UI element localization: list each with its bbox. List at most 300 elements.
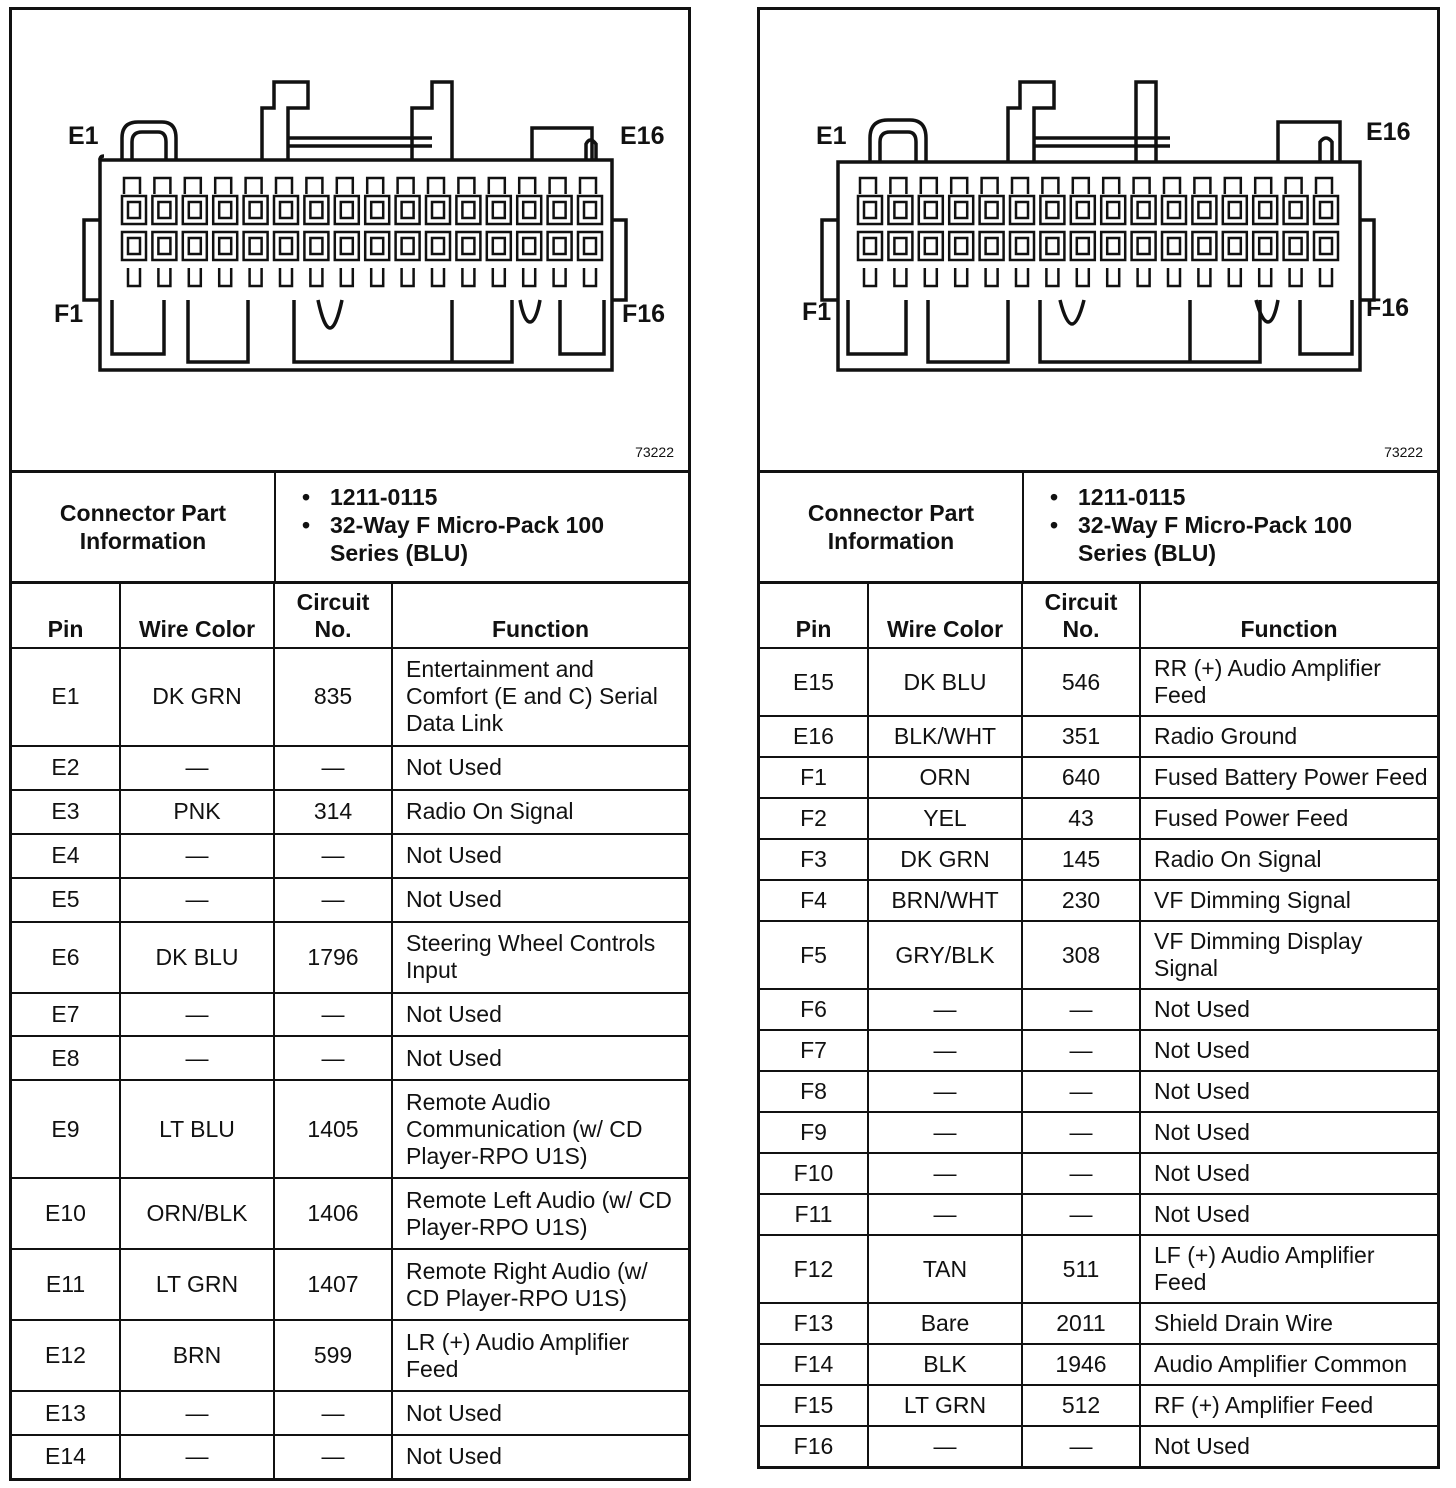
circuit-cell: — (1022, 1153, 1140, 1194)
pin-cavity-e-inner (925, 202, 937, 218)
table-row (12, 1435, 688, 1478)
pin-cavity-f (213, 232, 237, 260)
pin-label-e16: E16 (1366, 118, 1411, 146)
pin-slot (280, 268, 292, 286)
pin-cavity-e (213, 196, 237, 224)
circuit-cell: 511 (1022, 1235, 1140, 1303)
pin-slot (1259, 268, 1271, 286)
pin-cavity-e (1223, 196, 1247, 224)
wire-color-cell: — (868, 1194, 1022, 1235)
pin-cavity-e-inner (1077, 202, 1089, 218)
pin-cavity-f (1162, 232, 1186, 260)
pin-slot (1168, 268, 1180, 286)
table-row (12, 648, 688, 746)
pin-latch (246, 178, 262, 194)
pin-cavity-e-inner (1138, 202, 1150, 218)
pin-cavity-f-inner (1229, 238, 1241, 254)
pin-cavity-f-inner (955, 238, 967, 254)
wire-color-cell: — (120, 1435, 274, 1478)
table-row (760, 648, 1437, 716)
pin-cell: F8 (760, 1071, 868, 1112)
pin-cavity-f-inner (894, 238, 906, 254)
pin-cavity-f (244, 232, 268, 260)
pin-latch (982, 178, 998, 194)
pin-cavity-f (949, 232, 973, 260)
wire-color-cell: — (120, 746, 274, 790)
pin-cavity-e (487, 196, 511, 224)
wire-color-cell: TAN (868, 1235, 1022, 1303)
pin-cavity-e-inner (1229, 202, 1241, 218)
circuit-cell: 512 (1022, 1385, 1140, 1426)
pin-latch (1316, 178, 1332, 194)
pin-cavity-e-inner (584, 202, 596, 218)
table-row (760, 880, 1437, 921)
pin-cavity-f-inner (158, 238, 170, 254)
pin-slot (1198, 268, 1210, 286)
pin-latch (428, 178, 444, 194)
connector-panel-right (757, 7, 1440, 1469)
circuit-cell: 640 (1022, 757, 1140, 798)
pin-cell: E8 (12, 1036, 120, 1080)
pin-slot (955, 268, 967, 286)
function-cell: Not Used (1140, 989, 1437, 1030)
pin-latch (519, 178, 535, 194)
pin-cell: E16 (760, 716, 868, 757)
pin-cell: E2 (12, 746, 120, 790)
pin-cavity-f-inner (1198, 238, 1210, 254)
pin-cavity-f-inner (341, 238, 353, 254)
header-circuit-line: Circuit (1044, 589, 1118, 615)
pin-cavity-e-inner (219, 202, 231, 218)
wire-color-cell: — (120, 1036, 274, 1080)
circuit-cell: — (274, 993, 392, 1037)
pin-latch (1164, 178, 1180, 194)
table-row (12, 790, 688, 834)
pin-cavity-f-inner (1107, 238, 1119, 254)
wire-color-cell: BLK/WHT (868, 716, 1022, 757)
pin-label-e16: E16 (620, 122, 665, 150)
part-info-list (302, 483, 678, 567)
pin-table (12, 581, 688, 1478)
circuit-cell: — (274, 1391, 392, 1435)
pin-cavity-e (1162, 196, 1186, 224)
pin-cavity-f (517, 232, 541, 260)
pin-cavity-f (1223, 232, 1247, 260)
pin-cell: E9 (12, 1080, 120, 1178)
pin-cavity-f (365, 232, 389, 260)
pin-cavity-e-inner (1046, 202, 1058, 218)
pin-cavity-f-inner (1168, 238, 1180, 254)
pin-cavity-e (888, 196, 912, 224)
circuit-cell: — (1022, 1030, 1140, 1071)
pin-cavity-f-inner (219, 238, 231, 254)
pin-cavity-f (1132, 232, 1156, 260)
pin-slot (341, 268, 353, 286)
pin-cavity-e-inner (864, 202, 876, 218)
table-row (760, 921, 1437, 989)
pin-cavity-f (1314, 232, 1338, 260)
pin-cavity-e (426, 196, 450, 224)
pin-cell: F6 (760, 989, 868, 1030)
pin-latch (550, 178, 566, 194)
circuit-cell: 546 (1022, 648, 1140, 716)
table-row (12, 834, 688, 878)
pin-cavity-f (578, 232, 602, 260)
wire-color-cell: — (120, 1391, 274, 1435)
pin-cavity-e-inner (1290, 202, 1302, 218)
pin-cell: E5 (12, 878, 120, 922)
pin-cavity-f (858, 232, 882, 260)
function-cell: Audio Amplifier Common (1140, 1344, 1437, 1385)
pin-cell: E13 (12, 1391, 120, 1435)
pin-cavity-e (517, 196, 541, 224)
header-circuit-line: No. (314, 616, 352, 642)
connector-panel-left (9, 7, 691, 1481)
circuit-cell: — (274, 1435, 392, 1478)
part-info-label (12, 473, 276, 581)
circuit-cell: — (274, 1036, 392, 1080)
table-row (760, 1235, 1437, 1303)
circuit-cell: 835 (274, 648, 392, 746)
pin-label-f1: F1 (802, 298, 832, 326)
pin-slot (128, 268, 140, 286)
part-info-label-line: Connector Part (807, 500, 975, 526)
pin-cell: F12 (760, 1235, 868, 1303)
pin-cell: F10 (760, 1153, 868, 1194)
pin-latch (1042, 178, 1058, 194)
pin-cell: F1 (760, 757, 868, 798)
pin-cavity-f (456, 232, 480, 260)
pin-slot (462, 268, 474, 286)
function-cell: Fused Battery Power Feed (1140, 757, 1437, 798)
pin-cavity-f (426, 232, 450, 260)
header-function: Function (1140, 582, 1437, 648)
pin-cavity-f (980, 232, 1004, 260)
table-row (760, 1112, 1437, 1153)
pin-latch (458, 178, 474, 194)
pin-cavity-f (1010, 232, 1034, 260)
pin-latch (215, 178, 231, 194)
function-cell: LF (+) Audio Amplifier Feed (1140, 1235, 1437, 1303)
wire-color-cell: ORN/BLK (120, 1178, 274, 1249)
wire-color-cell: ORN (868, 757, 1022, 798)
pin-cell: F11 (760, 1194, 868, 1235)
pin-latch (921, 178, 937, 194)
pin-cavity-e-inner (310, 202, 322, 218)
table-row (760, 1344, 1437, 1385)
pin-cell: E1 (12, 648, 120, 746)
pin-latch (860, 178, 876, 194)
connector-part-information (760, 473, 1437, 584)
pin-cavity-e-inner (955, 202, 967, 218)
pin-latch (951, 178, 967, 194)
pin-latch (1103, 178, 1119, 194)
pin-latch (1286, 178, 1302, 194)
pin-latch (124, 178, 140, 194)
pin-slot (1290, 268, 1302, 286)
pin-latch (1073, 178, 1089, 194)
pin-cavity-f (396, 232, 420, 260)
header-circuit-line: No. (1062, 616, 1100, 642)
wire-color-cell: DK BLU (868, 648, 1022, 716)
circuit-cell: 145 (1022, 839, 1140, 880)
pin-slot (894, 268, 906, 286)
pin-cavity-e (1101, 196, 1125, 224)
pin-cell: F5 (760, 921, 868, 989)
pin-rows (12, 648, 688, 1478)
pin-slot (986, 268, 998, 286)
table-row (12, 993, 688, 1037)
pin-cell: F7 (760, 1030, 868, 1071)
pin-cavity-e (578, 196, 602, 224)
pin-slot (250, 268, 262, 286)
part-number: • 1211-0115 (1050, 483, 1427, 511)
table-row (760, 839, 1437, 880)
pin-cavity-e (365, 196, 389, 224)
pin-cell: F16 (760, 1426, 868, 1466)
pin-cavity-f-inner (986, 238, 998, 254)
function-cell: Not Used (1140, 1071, 1437, 1112)
table-row (760, 1303, 1437, 1344)
circuit-cell: — (1022, 989, 1140, 1030)
pin-cavity-e-inner (280, 202, 292, 218)
pin-latch (337, 178, 353, 194)
pin-cell: E4 (12, 834, 120, 878)
pin-cavity-e (1040, 196, 1064, 224)
table-row (760, 1426, 1437, 1466)
table-row (12, 1391, 688, 1435)
pin-slot (584, 268, 596, 286)
circuit-cell: 1946 (1022, 1344, 1140, 1385)
pin-rows (760, 648, 1437, 1466)
connector-diagram (760, 10, 1437, 473)
pin-label-e1: E1 (68, 122, 99, 150)
function-cell: Fused Power Feed (1140, 798, 1437, 839)
pin-cavity-f (335, 232, 359, 260)
pin-cavity-e (919, 196, 943, 224)
function-cell: LR (+) Audio Amplifier Feed (392, 1320, 688, 1391)
function-cell: Not Used (1140, 1194, 1437, 1235)
pin-cavity-f (1101, 232, 1125, 260)
pin-slot (1016, 268, 1028, 286)
pin-latch (276, 178, 292, 194)
pin-slot (1046, 268, 1058, 286)
table-row (12, 1080, 688, 1178)
pin-table (760, 581, 1437, 1466)
pin-cell: F13 (760, 1303, 868, 1344)
pin-slot (189, 268, 201, 286)
pin-cavity-e (1314, 196, 1338, 224)
pin-cell: F2 (760, 798, 868, 839)
figure-number: 73222 (635, 444, 674, 460)
wire-color-cell: — (868, 1112, 1022, 1153)
circuit-cell: — (1022, 1426, 1140, 1466)
connector-description: • 32-Way F Micro-Pack 100 Series (BLU) (302, 511, 678, 567)
pin-cell: E10 (12, 1178, 120, 1249)
pin-cavity-f-inner (280, 238, 292, 254)
pin-cavity-e-inner (341, 202, 353, 218)
pin-cavity-f (304, 232, 328, 260)
table-row (760, 1071, 1437, 1112)
pin-cavity-e (1132, 196, 1156, 224)
circuit-cell: 351 (1022, 716, 1140, 757)
pin-cell: E12 (12, 1320, 120, 1391)
circuit-cell: 1407 (274, 1249, 392, 1320)
pin-slot (864, 268, 876, 286)
table-row (12, 1178, 688, 1249)
pin-cavity-e-inner (402, 202, 414, 218)
function-cell: Not Used (392, 878, 688, 922)
pin-cavity-f-inner (523, 238, 535, 254)
pin-cavity-f-inner (584, 238, 596, 254)
pin-cell: F14 (760, 1344, 868, 1385)
header-circuit-no (274, 582, 392, 648)
figure-number: 73222 (1384, 444, 1423, 460)
function-cell: Not Used (1140, 1112, 1437, 1153)
pin-cavity-e (1192, 196, 1216, 224)
circuit-cell: 314 (274, 790, 392, 834)
part-number: • 1211-0115 (302, 483, 678, 511)
pin-cell: E6 (12, 922, 120, 993)
pin-slot (493, 268, 505, 286)
function-cell: Not Used (392, 746, 688, 790)
table-row (12, 922, 688, 993)
table-row (760, 1153, 1437, 1194)
pin-cavity-e (304, 196, 328, 224)
function-cell: Remote Audio Communication (w/ CD Player-RPO U1S) (392, 1080, 688, 1178)
function-cell: Remote Left Audio (w/ CD Player-RPO U1S) (392, 1178, 688, 1249)
connector-face-drawing (760, 10, 1437, 470)
connector-face-drawing (12, 10, 688, 470)
wire-color-cell: — (120, 993, 274, 1037)
function-cell: Not Used (392, 1435, 688, 1478)
pin-latch (580, 178, 596, 194)
pin-cavity-e-inner (1320, 202, 1332, 218)
pin-cavity-e-inner (1198, 202, 1210, 218)
circuit-cell: 1405 (274, 1080, 392, 1178)
part-info-label (760, 473, 1024, 581)
pin-cavity-e (949, 196, 973, 224)
function-cell: Not Used (392, 1036, 688, 1080)
table-row (760, 1194, 1437, 1235)
wire-color-cell: LT BLU (120, 1080, 274, 1178)
pin-cavity-e (1284, 196, 1308, 224)
pin-cavity-e-inner (371, 202, 383, 218)
pin-cell: E14 (12, 1435, 120, 1478)
function-cell: RR (+) Audio Amplifier Feed (1140, 648, 1437, 716)
pin-latch (489, 178, 505, 194)
pin-cavity-e (548, 196, 572, 224)
pin-slot (554, 268, 566, 286)
pin-cavity-f-inner (371, 238, 383, 254)
pin-slot (432, 268, 444, 286)
table-row (12, 746, 688, 790)
pin-cavity-e (858, 196, 882, 224)
wire-color-cell: — (868, 989, 1022, 1030)
pin-slot (925, 268, 937, 286)
pin-cavity-f-inner (128, 238, 140, 254)
pin-slot (402, 268, 414, 286)
table-row (760, 757, 1437, 798)
pin-cavity-e-inner (1016, 202, 1028, 218)
pin-cell: F4 (760, 880, 868, 921)
pin-cell: E15 (760, 648, 868, 716)
pin-latch (1194, 178, 1210, 194)
pin-cavity-f-inner (1320, 238, 1332, 254)
pin-cavity-e (183, 196, 207, 224)
pin-cavity-e-inner (554, 202, 566, 218)
pin-cavity-e-inner (986, 202, 998, 218)
pin-cavity-f-inner (402, 238, 414, 254)
pin-cavity-e-inner (1107, 202, 1119, 218)
function-cell: Remote Right Audio (w/ CD Player-RPO U1S) (392, 1249, 688, 1320)
wire-color-cell: LT GRN (868, 1385, 1022, 1426)
function-cell: Not Used (392, 993, 688, 1037)
pin-slot (371, 268, 383, 286)
circuit-cell: — (1022, 1112, 1140, 1153)
pin-latch (1225, 178, 1241, 194)
part-info-label-line: Information (827, 528, 955, 554)
function-cell: Radio On Signal (1140, 839, 1437, 880)
circuit-cell: 1796 (274, 922, 392, 993)
pin-slot (1229, 268, 1241, 286)
wire-color-cell: DK GRN (120, 648, 274, 746)
circuit-cell: — (1022, 1194, 1140, 1235)
pin-cavity-f (548, 232, 572, 260)
pin-cavity-f-inner (864, 238, 876, 254)
circuit-cell: 230 (1022, 880, 1140, 921)
pin-latch (185, 178, 201, 194)
pin-cavity-e (122, 196, 146, 224)
pin-cell: F3 (760, 839, 868, 880)
pin-cavity-f-inner (189, 238, 201, 254)
pin-cavity-e-inner (128, 202, 140, 218)
table-row (12, 1036, 688, 1080)
pin-cavity-f-inner (1077, 238, 1089, 254)
header-circuit-line: Circuit (296, 589, 370, 615)
pin-latch (306, 178, 322, 194)
pin-cavity-f-inner (310, 238, 322, 254)
pin-slot (219, 268, 231, 286)
pin-cavity-f-inner (1259, 238, 1271, 254)
pin-cavity-f (919, 232, 943, 260)
pin-cavity-e (152, 196, 176, 224)
pin-cavity-f (1071, 232, 1095, 260)
function-cell: VF Dimming Signal (1140, 880, 1437, 921)
pin-label-f16: F16 (622, 300, 666, 328)
header-circuit-no (1022, 582, 1140, 648)
pin-cavity-e-inner (250, 202, 262, 218)
table-row (760, 1385, 1437, 1426)
pin-cavity-f-inner (493, 238, 505, 254)
function-cell: Radio Ground (1140, 716, 1437, 757)
function-cell: Not Used (1140, 1030, 1437, 1071)
circuit-cell: 308 (1022, 921, 1140, 989)
circuit-cell: — (274, 746, 392, 790)
pin-cavity-e (274, 196, 298, 224)
table-row (760, 716, 1437, 757)
wire-color-cell: BRN (120, 1320, 274, 1391)
wire-color-cell: — (868, 1030, 1022, 1071)
circuit-cell: — (274, 878, 392, 922)
pin-cavity-e-inner (462, 202, 474, 218)
pin-cavity-f-inner (1290, 238, 1302, 254)
circuit-cell: 43 (1022, 798, 1140, 839)
wire-color-cell: BRN/WHT (868, 880, 1022, 921)
pin-cavity-f-inner (432, 238, 444, 254)
pin-slot (523, 268, 535, 286)
circuit-cell: — (1022, 1071, 1140, 1112)
